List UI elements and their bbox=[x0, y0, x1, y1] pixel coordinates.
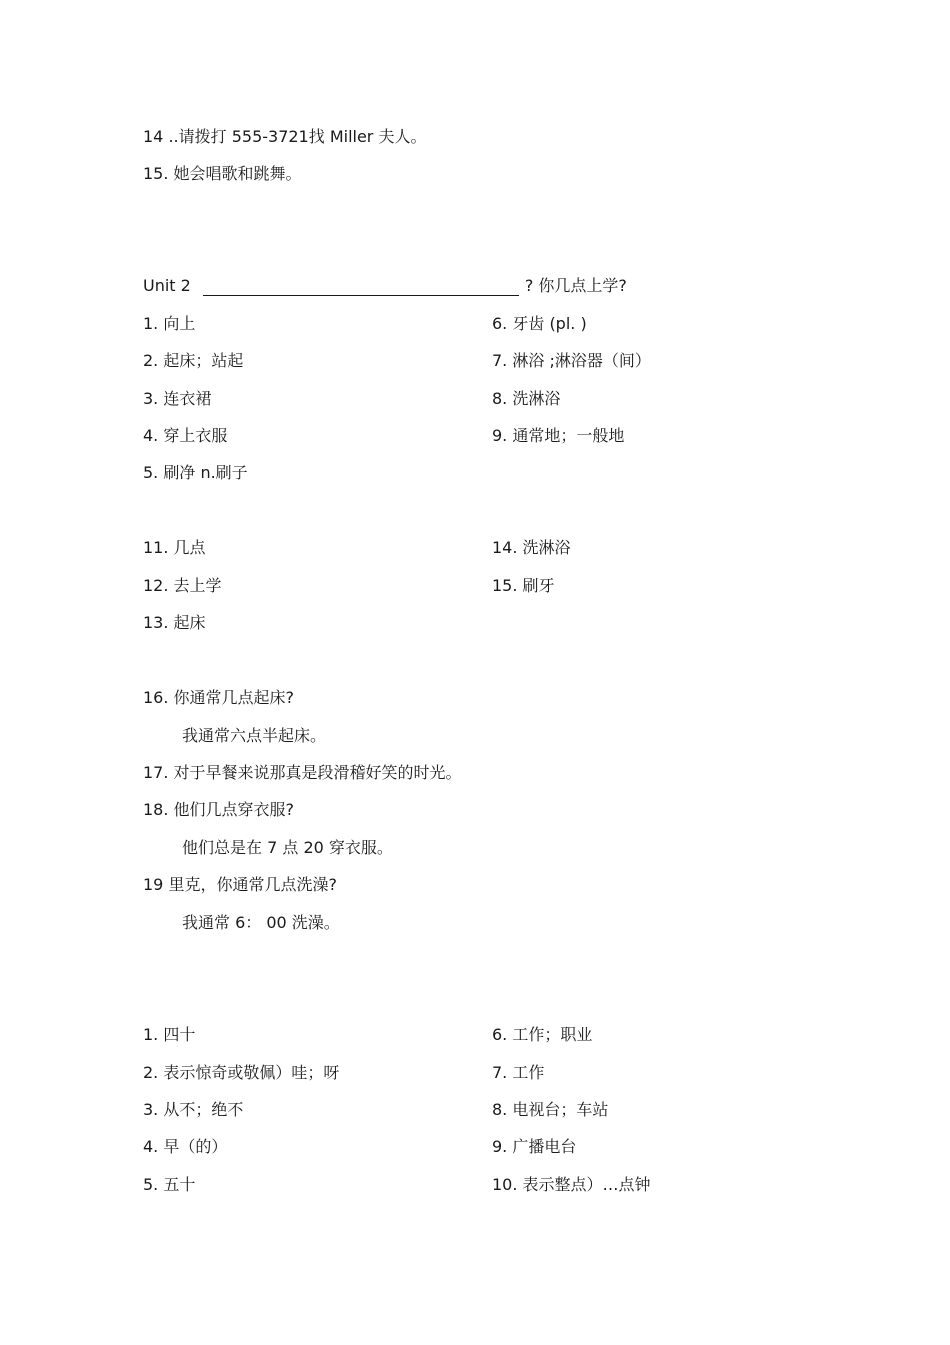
vocab-item: 1. 四十 bbox=[143, 1025, 196, 1044]
vocab-item: 6. 牙齿 (pl. ) bbox=[492, 314, 587, 333]
phrase-item: 15. 刷牙 bbox=[492, 576, 555, 595]
answer-16: 我通常六点半起床。 bbox=[182, 726, 327, 745]
vocab-item: 4. 早（的） bbox=[143, 1137, 228, 1156]
phrase-item: 13. 起床 bbox=[143, 613, 206, 632]
phrase-item: 11. 几点 bbox=[143, 538, 206, 557]
vocab-item: 3. 连衣裙 bbox=[143, 389, 212, 408]
vocab-item: 7. 淋浴 ;淋浴器（间） bbox=[492, 351, 651, 370]
unit-header bbox=[143, 276, 627, 296]
sentence-15: 15. 她会唱歌和跳舞。 bbox=[143, 164, 302, 183]
vocab-item: 9. 广播电台 bbox=[492, 1137, 577, 1156]
sentence-14: 14 ..请拨打 555-3721找 Miller 夫人。 bbox=[143, 127, 427, 146]
vocab-item: 2. 起床；站起 bbox=[143, 351, 244, 370]
sentence-16: 16. 你通常几点起床? bbox=[143, 688, 295, 707]
phrase-item: 14. 洗淋浴 bbox=[492, 538, 571, 557]
vocab-item: 2. 表示惊奇或敬佩）哇；呀 bbox=[143, 1063, 340, 1082]
phrase-item: 12. 去上学 bbox=[143, 576, 222, 595]
vocab-item: 1. 向上 bbox=[143, 314, 196, 333]
sentence-19: 19 里克，你通常几点洗澡? bbox=[143, 875, 337, 894]
answer-blank bbox=[203, 279, 519, 296]
unit-question: ? 你几点上学? bbox=[524, 276, 627, 295]
vocab-item: 9. 通常地；一般地 bbox=[492, 426, 625, 445]
sentence-18: 18. 他们几点穿衣服? bbox=[143, 800, 295, 819]
sentence-17: 17. 对于早餐来说那真是段滑稽好笑的时光。 bbox=[143, 763, 462, 782]
vocab-item: 5. 刷净 n.刷子 bbox=[143, 463, 248, 482]
vocab-item: 3. 从不；绝不 bbox=[143, 1100, 244, 1119]
vocab-item: 5. 五十 bbox=[143, 1175, 196, 1194]
vocab-item: 10. 表示整点）…点钟 bbox=[492, 1175, 651, 1194]
answer-18: 他们总是在 7 点 20 穿衣服。 bbox=[182, 838, 393, 857]
vocab-item: 8. 洗淋浴 bbox=[492, 389, 561, 408]
vocab-item: 7. 工作 bbox=[492, 1063, 545, 1082]
vocab-item: 8. 电视台；车站 bbox=[492, 1100, 609, 1119]
vocab-item: 6. 工作；职业 bbox=[492, 1025, 593, 1044]
answer-19: 我通常 6： 00 洗澡。 bbox=[182, 913, 340, 932]
vocab-item: 4. 穿上衣服 bbox=[143, 426, 228, 445]
unit-label: Unit 2 bbox=[143, 276, 191, 295]
